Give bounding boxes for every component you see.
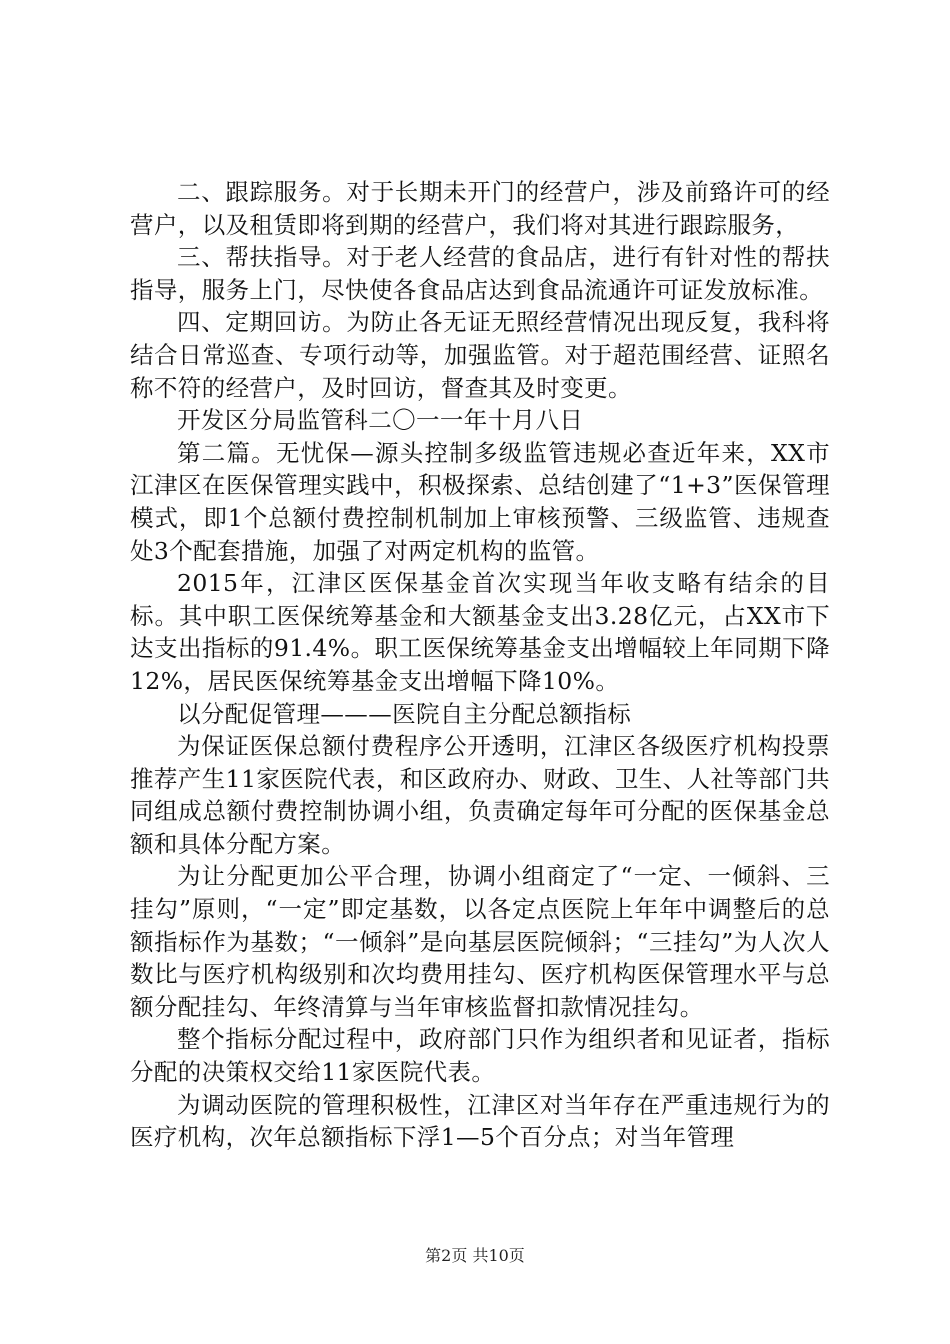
paragraph-transparency: 为保证医保总额付费程序公开透明，江津区各级医疗机构投票推荐产生11家医院代表，和区政府办、财政、卫生、人社等部门共同组成总额付费控制协调小组，负责确定每年可分配的医保基金总额和具体分配方案。 (130, 732, 830, 858)
paragraph-government-role: 整个指标分配过程中，政府部门只作为组织者和见证者，指标分配的决策权交给11家医院代表。 (130, 1025, 830, 1087)
paragraph-follow-up-service: 二、跟踪服务。对于长期未开门的经营户，涉及前臵许可的经营户，以及租赁即将到期的经营户，我们将对其进行跟踪服务， (130, 178, 830, 239)
paragraph-signature-date: 开发区分局监管科二〇一一年十月八日 (177, 406, 584, 435)
section-heading-allocation: 以分配促管理———医院自主分配总额指标 (177, 699, 632, 728)
page-number-footer: 第2页 共10页 (425, 1246, 525, 1265)
paragraph-regular-revisit: 四、定期回访。为防止各无证无照经营情况出现反复，我科将结合日常巡查、专项行动等，加强监管。对于超范围经营、证照名称不符的经营户，及时回访，督查其及时变更。 (130, 308, 830, 402)
paragraph-2015-results: 2015年，江津区医保基金首次实现当年收支略有结余的目标。其中职工医保统筹基金和大额基金支出3.28亿元，占XX市下达支出指标的91.4%。职工医保统筹基金支出增幅较上年同期下降12%，居民医保统筹基金支出增幅下降10%。 (130, 569, 830, 695)
paragraph-second-article-intro: 第二篇。无忧保—源头控制多级监管违规必查近年来，XX市江津区在医保管理实践中，积极探索、总结创建了“1+3”医保管理模式，即1个总额付费控制机制加上审核预警、三级监管、违规查处3个配套措施，加强了对两定机构的监管。 (130, 438, 830, 565)
paragraph-incentives: 为调动医院的管理积极性，江津区对当年存在严重违规行为的医疗机构，次年总额指标下浮1—5个百分点；对当年管理 (130, 1090, 830, 1152)
paragraph-assistance-guidance: 三、帮扶指导。对于老人经营的食品店，进行有针对性的帮扶指导，服务上门，尽快使各食品店达到食品流通许可证发放标准。 (130, 243, 830, 304)
document-body (130, 176, 830, 1154)
paragraph-allocation-principles: 为让分配更加公平合理，协调小组商定了“一定、一倾斜、三挂勾”原则，“一定”即定基数，以各定点医院上年年中调整后的总额指标作为基数；“一倾斜”是向基层医院倾斜；“三挂勾”为人次人数比与医疗机构级别和次均费用挂勾、医疗机构医保管理水平与总额分配挂勾、年终清算与当年审核监督扣款情况挂勾。 (130, 862, 830, 1021)
